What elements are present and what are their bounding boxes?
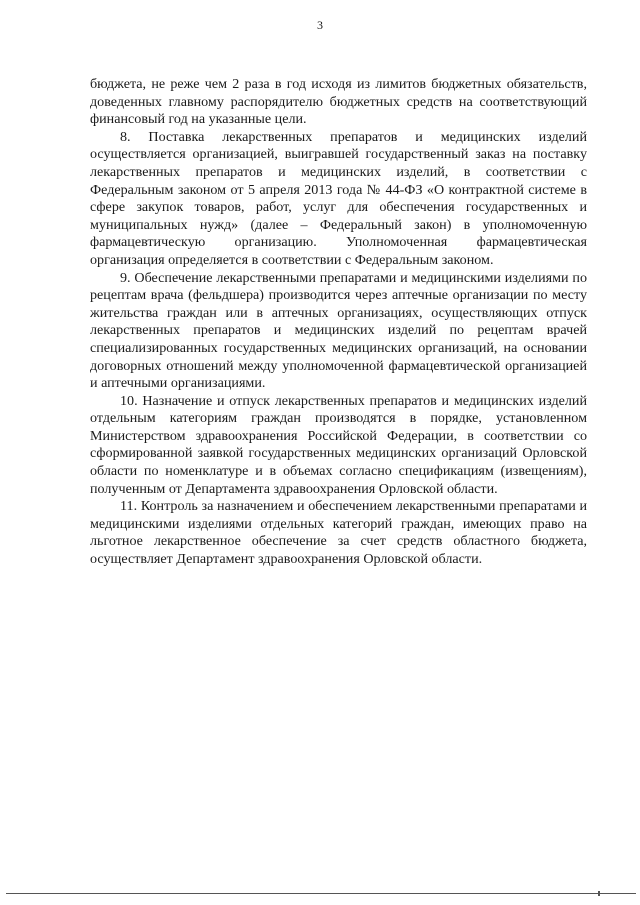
paragraph-item-9: 9. Обеспечение лекарственными препаратами и медицинскими изделиями по рецептам врача (фельдшера) производится через аптечные организации по месту жительства граждан или в аптечных организациях, осуществляющих отпуск лекарственных препаратов и медицинских изделий по рецептам врачей специализированных государственных медицинских организаций, на основании договорных отношений между уполномоченной фармацевтической организацией и аптечными организациями. bbox=[90, 269, 587, 392]
paragraph-item-10: 10. Назначение и отпуск лекарственных препаратов и медицинских изделий отдельным категориям граждан производятся в порядке, установленном Министерством здравоохранения Российской Федерации, в соответствии со сформированной заявкой государственных медицинских организаций Орловской области по номенклатуре и в объемах согласно спецификациям (извещениям), полученным от Департамента здравоохранения Орловской области. bbox=[90, 392, 587, 497]
page-number: 3 bbox=[317, 18, 323, 32]
document-body bbox=[90, 76, 587, 569]
paragraph-continuation: бюджета, не реже чем 2 раза в год исходя из лимитов бюджетных обязательств, доведенных главному распорядителю бюджетных средств на соответствующий финансовый год на указанные цели. bbox=[90, 76, 587, 128]
bottom-divider bbox=[6, 893, 636, 894]
bottom-divider-mark bbox=[598, 891, 600, 896]
paragraph-item-8: 8. Поставка лекарственных препаратов и медицинских изделий осуществляется организацией, выигравшей государственный заказ на поставку лекарственных препаратов и медицинских изделий, в соответствии с Федеральным законом от 5 апреля 2013 года № 44-ФЗ «О контрактной системе в сфере закупок товаров, работ, услуг для обеспечения государственных и муниципальных нужд» (далее – Федеральный закон) в уполномоченную фармацевтическую организацию. Уполномоченная фармацевтическая организация определяется в соответствии с Федеральным законом. bbox=[90, 128, 587, 268]
paragraph-item-11: 11. Контроль за назначением и обеспечением лекарственными препаратами и медицинскими изделиями отдельных категорий граждан, имеющих право на льготное лекарственное обеспечение за счет средств областного бюджета, осуществляет Департамент здравоохранения Орловской области. bbox=[90, 498, 587, 568]
